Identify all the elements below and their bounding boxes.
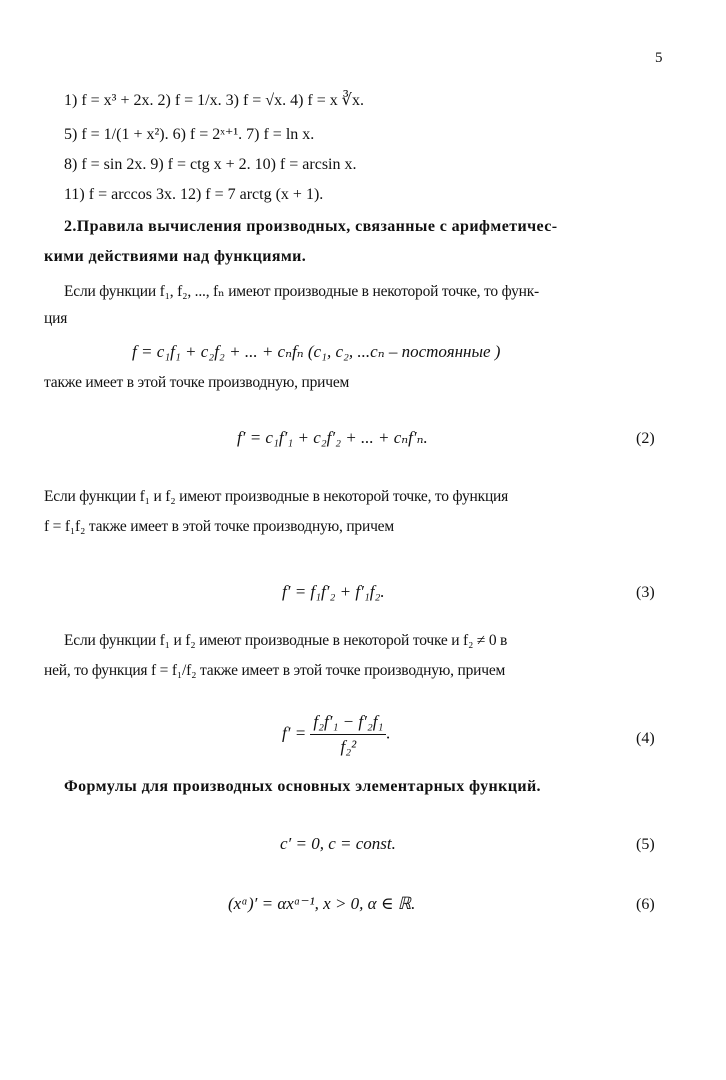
exercise-line: 5) f = 1/(1 + x²). 6) f = 2ˣ⁺¹. 7) f = ln x. bbox=[64, 126, 315, 143]
equation-number: (2) bbox=[636, 430, 655, 447]
equation-number: (4) bbox=[636, 730, 655, 747]
paragraph-line: Если функции f₁ и f₂ имеют производные в некоторой точке и f₂ ≠ 0 в bbox=[64, 632, 508, 649]
equation-5: c′ = 0, c = const. bbox=[280, 834, 396, 853]
equation-3: f′ = f₁f′₂ + f′₁f₂. bbox=[282, 582, 385, 601]
fraction-denominator: f₂² bbox=[340, 737, 357, 756]
equation-number: (3) bbox=[636, 584, 655, 601]
section-heading-line2: кими действиями над функциями. bbox=[44, 248, 307, 265]
exercise-line: 8) f = sin 2x. 9) f = ctg x + 2. 10) f = arcsin x. bbox=[64, 156, 357, 173]
equation-4 bbox=[282, 712, 391, 757]
page-number: 5 bbox=[655, 50, 663, 66]
equation-number: (5) bbox=[636, 836, 655, 853]
paragraph-line: ция bbox=[44, 310, 68, 327]
paragraph-line: Если функции f₁ и f₂ имеют производные в некоторой точке, то функция bbox=[44, 488, 509, 505]
equation-6: (xᵅ)′ = αxᵅ⁻¹, x > 0, α ∈ ℝ. bbox=[228, 894, 416, 913]
section-heading-line1: 2.Правила вычисления производных, связанные с арифметичес- bbox=[64, 218, 558, 235]
equation-2: f′ = c₁f′₁ + c₂f′₂ + ... + cₙf′ₙ. bbox=[237, 428, 428, 447]
paragraph-line: Если функции f₁, f₂, ..., fₙ имеют производные в некоторой точке, то функ- bbox=[64, 283, 540, 300]
exercise-line: 11) f = arccos 3x. 12) f = 7 arctg (x + 1). bbox=[64, 186, 324, 203]
exercise-line: 1) f = x³ + 2x. 2) f = 1/x. 3) f = √x. 4) f = x ∛x. bbox=[64, 92, 364, 109]
paragraph-line: f = f₁f₂ также имеет в этой точке производную, причем bbox=[44, 518, 394, 535]
equation-4-fraction bbox=[310, 712, 386, 757]
fraction-numerator: f₂f′₁ − f′₂f₁ bbox=[310, 712, 386, 735]
formulas-heading: Формулы для производных основных элементарных функций. bbox=[64, 778, 541, 795]
paragraph-line: ней, то функция f = f₁/f₂ также имеет в этой точке производную, причем bbox=[44, 662, 506, 679]
equation-4-lhs: f′ = bbox=[282, 723, 307, 743]
equation-linear-combination: f = c₁f₁ + c₂f₂ + ... + cₙfₙ (c₁, c₂, ...cₙ – постоянные ) bbox=[132, 342, 501, 361]
paragraph-line: также имеет в этой точке производную, причем bbox=[44, 374, 350, 391]
equation-4-dot: . bbox=[386, 723, 391, 743]
equation-number: (6) bbox=[636, 896, 655, 913]
